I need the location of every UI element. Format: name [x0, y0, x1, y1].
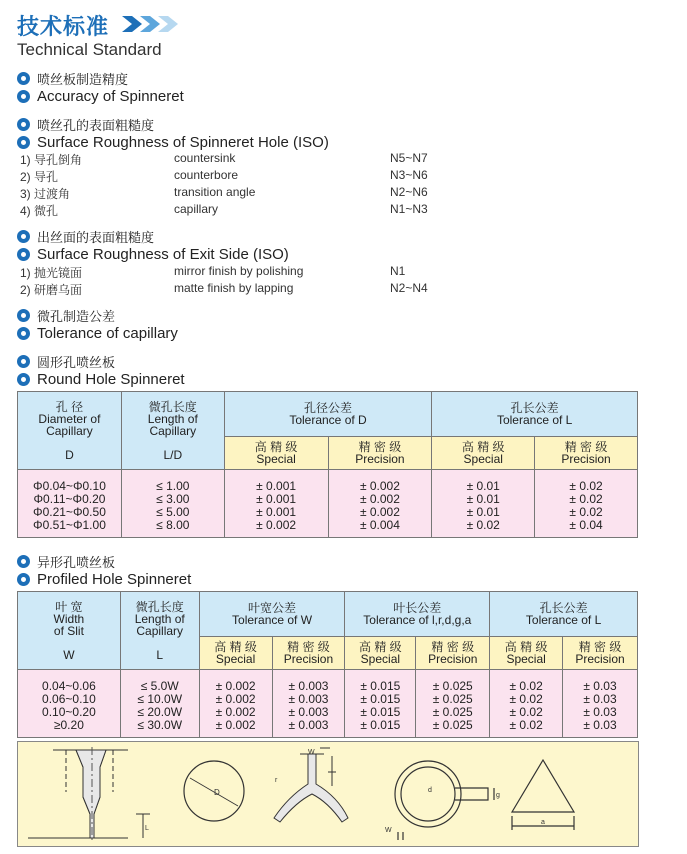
col-length: ≤ 1.00 ≤ 3.00 ≤ 5.00 ≤ 8.00: [121, 470, 224, 538]
header-diameter: 孔 径 Diameter of Capillary D: [18, 392, 122, 470]
col-diameter: Φ0.04~Φ0.10 Φ0.11~Φ0.20 Φ0.21~Φ0.50 Φ0.51~Φ1.00: [18, 470, 122, 538]
header-special: 高 精 级 Special: [345, 637, 416, 670]
header-precision: 精 密 级 Precision: [272, 637, 345, 670]
col-length: ≤ 5.0W ≤ 10.0W ≤ 20.0W ≤ 30.0W: [120, 670, 199, 738]
header-precision: 精 密 级 Precision: [535, 437, 638, 470]
header-special: 高 精 级 Special: [199, 637, 272, 670]
header-width: 叶 宽 Width of Slit W: [18, 592, 121, 670]
section-tolerance: [17, 306, 178, 342]
bullet-icon: [17, 90, 30, 103]
section-round: [17, 352, 185, 388]
round-hole-table: [17, 391, 638, 538]
dim-label-a: a: [541, 819, 545, 826]
capillary-section-drawing: [28, 747, 150, 842]
header-precision: 精 密 级 Precision: [416, 637, 490, 670]
bullet-icon: [17, 309, 30, 322]
section-title-en: Round Hole Spinneret: [37, 370, 185, 388]
dim-label-L: L: [145, 825, 149, 832]
dim-label-W: W: [308, 749, 315, 756]
bullet-icon: [17, 355, 30, 368]
bullet-icon: [17, 136, 30, 149]
technical-drawings: [18, 742, 638, 846]
header-tolerance-d: 孔径公差 Tolerance of D: [224, 392, 432, 437]
col-tol-l-precision: ± 0.02 ± 0.02 ± 0.02 ± 0.04: [535, 470, 638, 538]
header-precision: 精 密 级 Precision: [328, 437, 432, 470]
section-surface-hole: [17, 115, 329, 151]
dim-label-g: g: [496, 792, 500, 799]
header-precision: 精 密 级 Precision: [563, 637, 638, 670]
profiled-hole-table: [17, 591, 638, 738]
list-item: 4) 微孔 capillary N1~N3: [20, 202, 428, 218]
header-special: 高 精 级 Special: [490, 637, 563, 670]
section-surface-exit: [17, 227, 289, 263]
bullet-icon: [17, 327, 30, 340]
section-profiled: [17, 552, 191, 588]
c-ring-drawing: [395, 761, 494, 840]
list-item: 3) 过渡角 transition angle N2~N6: [20, 185, 428, 201]
col-tol-lr-special: ± 0.015 ± 0.015 ± 0.015 ± 0.015: [345, 670, 416, 738]
list-item: 2) 研磨乌面 matte finish by lapping N2~N4: [20, 281, 428, 297]
page-title: 技术标准: [17, 14, 110, 39]
section-title-cn: 异形孔喷丝板: [37, 554, 116, 570]
header-tolerance-w: 叶宽公差 Tolerance of W: [199, 592, 345, 637]
section-title-en: Profiled Hole Spinneret: [37, 570, 192, 588]
bullet-icon: [17, 248, 30, 261]
page-subtitle: Technical Standard: [17, 40, 162, 59]
section-title-cn: 圆形孔喷丝板: [37, 354, 116, 370]
col-width: 0.04~0.06 0.06~0.10 0.10~0.20 ≥0.20: [18, 670, 121, 738]
col-tol-l-precision: ± 0.03 ± 0.03 ± 0.03 ± 0.03: [563, 670, 638, 738]
dim-label-r: r: [275, 777, 278, 784]
bullet-icon: [17, 555, 30, 568]
dim-label-W: W: [385, 827, 392, 834]
bullet-icon: [17, 72, 30, 85]
table-body: [18, 470, 638, 538]
section-title-en: Surface Roughness of Spinneret Hole (ISO): [37, 133, 329, 151]
header-special: 高 精 级 Special: [224, 437, 328, 470]
dim-label-d: d: [428, 787, 432, 794]
section-title-en: Accuracy of Spinneret: [37, 87, 184, 105]
section-title-cn: 喷丝孔的表面粗糙度: [37, 117, 155, 133]
section-title-cn: 出丝面的表面粗糙度: [37, 229, 155, 245]
double-chevron-icon: [122, 14, 192, 34]
col-tol-d-precision: ± 0.002 ± 0.002 ± 0.002 ± 0.004: [328, 470, 432, 538]
section-accuracy: [17, 69, 184, 105]
col-tol-w-precision: ± 0.003 ± 0.003 ± 0.003 ± 0.003: [272, 670, 345, 738]
col-tol-w-special: ± 0.002 ± 0.002 ± 0.002 ± 0.002: [199, 670, 272, 738]
bullet-icon: [17, 118, 30, 131]
surface-hole-list: [17, 151, 657, 219]
surface-exit-list: [17, 264, 657, 298]
col-tol-d-special: ± 0.001 ± 0.001 ± 0.001 ± 0.002: [224, 470, 328, 538]
section-title-en: Tolerance of capillary: [37, 324, 178, 342]
y-slit-drawing: [274, 748, 348, 822]
col-tol-l-special: ± 0.02 ± 0.02 ± 0.02 ± 0.02: [490, 670, 563, 738]
col-tol-lr-precision: ± 0.025 ± 0.025 ± 0.025 ± 0.025: [416, 670, 490, 738]
figure-panel: [17, 741, 639, 847]
list-item: 1) 抛光镜面 mirror finish by polishing N1: [20, 264, 406, 280]
dim-label-D: D: [214, 788, 220, 797]
bullet-icon: [17, 573, 30, 586]
col-tol-l-special: ± 0.01 ± 0.01 ± 0.01 ± 0.02: [432, 470, 535, 538]
bullet-icon: [17, 373, 30, 386]
list-item: 2) 导孔 counterbore N3~N6: [20, 168, 428, 184]
section-title-cn: 微孔制造公差: [37, 308, 116, 324]
header-special: 高 精 级 Special: [432, 437, 535, 470]
header-length: 微孔长度 Length of Capillary L: [120, 592, 199, 670]
bullet-icon: [17, 230, 30, 243]
header-tolerance-l: 孔长公差 Tolerance of L: [432, 392, 638, 437]
section-title-en: Surface Roughness of Exit Side (ISO): [37, 245, 289, 263]
header-tolerance-lrdga: 叶长公差 Tolerance of l,r,d,g,a: [345, 592, 490, 637]
table-body: [18, 670, 638, 738]
header-length: 微孔长度 Length of Capillary L/D: [121, 392, 224, 470]
section-title-cn: 喷丝板制造精度: [37, 71, 129, 87]
header-tolerance-l: 孔长公差 Tolerance of L: [490, 592, 638, 637]
list-item: 1) 导孔倒角 countersink N5~N7: [20, 151, 428, 167]
